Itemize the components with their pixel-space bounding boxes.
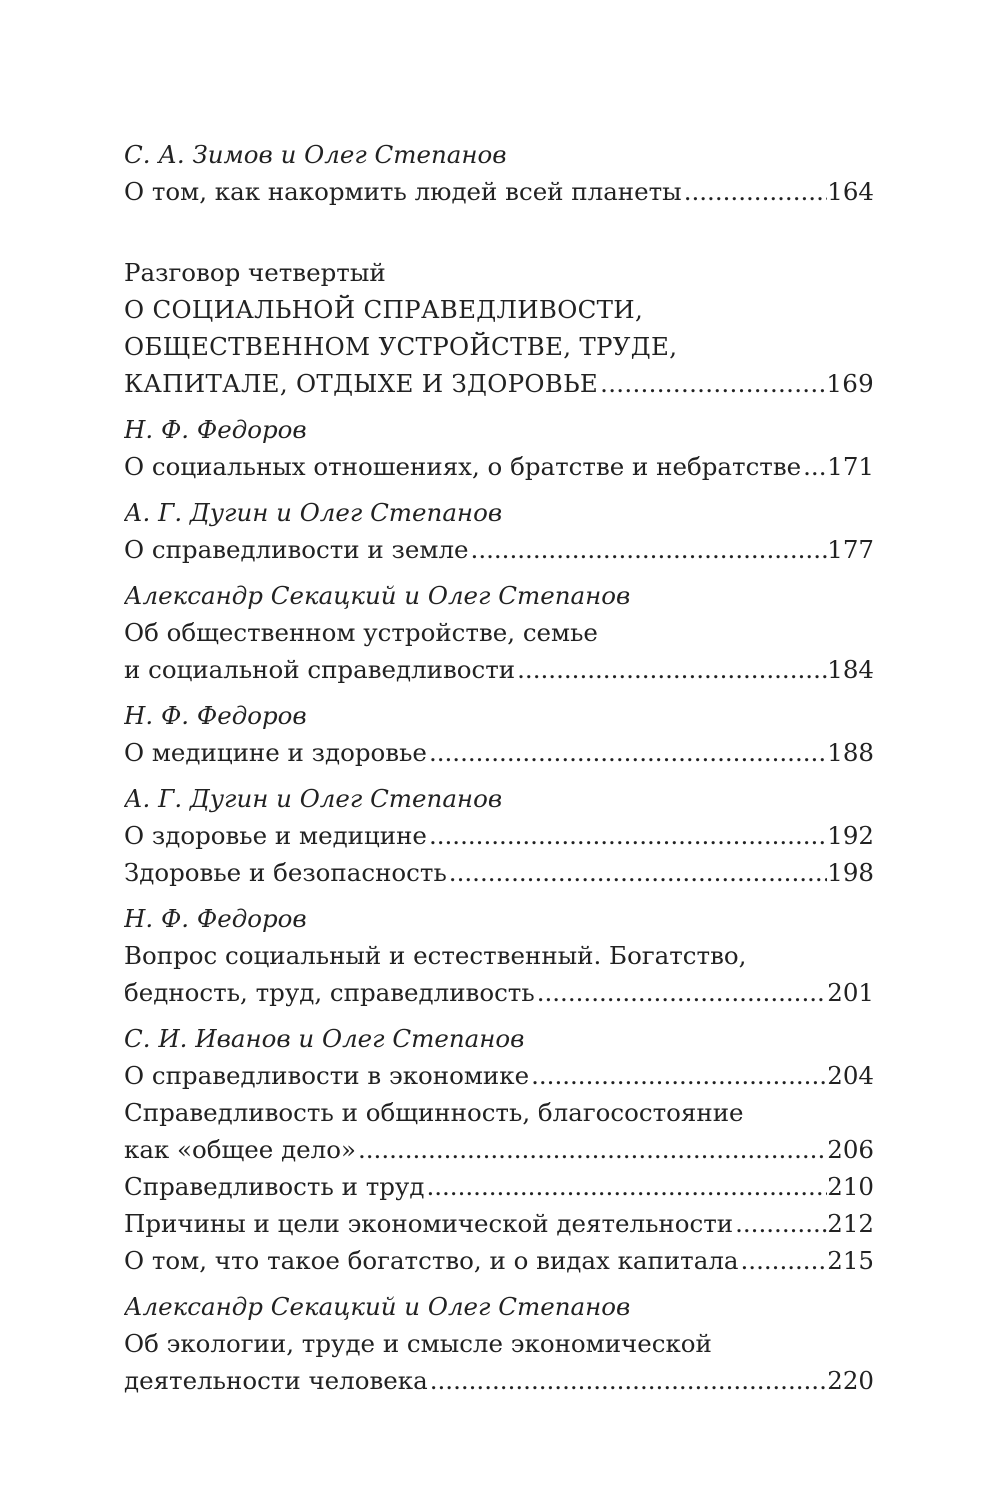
dot-leader bbox=[427, 817, 827, 854]
dot-leader bbox=[469, 531, 828, 568]
toc-entry[interactable] bbox=[124, 1205, 874, 1242]
dot-leader bbox=[447, 854, 827, 891]
page-number: 177 bbox=[827, 535, 874, 564]
page-number: 164 bbox=[827, 177, 874, 206]
toc-entry-title: и социальной справедливости bbox=[124, 655, 516, 684]
toc-entry-line: Справедливость и общинность, благосостояние bbox=[124, 1098, 744, 1127]
toc-entry-line: ОБЩЕСТВЕННОМ УСТРОЙСТВЕ, ТРУДЕ, bbox=[124, 332, 678, 361]
dot-leader bbox=[598, 365, 826, 402]
toc-group bbox=[124, 136, 874, 210]
toc-author: С. А. Зимов и Олег Степанов bbox=[124, 140, 507, 169]
dot-leader bbox=[739, 1242, 828, 1279]
toc-author: Н. Ф. Федоров bbox=[124, 415, 307, 444]
page-number: 206 bbox=[827, 1135, 874, 1164]
toc-entry-line: Вопрос социальный и естественный. Богатство, bbox=[124, 941, 747, 970]
toc-entry[interactable] bbox=[124, 1168, 874, 1205]
toc-author: Н. Ф. Федоров bbox=[124, 904, 307, 933]
page-number: 210 bbox=[827, 1172, 874, 1201]
page-number: 204 bbox=[827, 1061, 874, 1090]
toc-entry-title: О справедливости и земле bbox=[124, 535, 469, 564]
toc-entry[interactable] bbox=[124, 531, 874, 568]
toc-entry-title: как «общее дело» bbox=[124, 1135, 356, 1164]
page-number: 220 bbox=[827, 1366, 874, 1395]
page-number: 184 bbox=[827, 655, 874, 684]
page-number: 171 bbox=[827, 452, 874, 481]
toc-group bbox=[124, 697, 874, 771]
toc-entry-title: Здоровье и безопасность bbox=[124, 858, 447, 887]
toc-entry-line: Об экологии, труде и смысле экономической bbox=[124, 1329, 712, 1358]
toc-entry-title: О том, что такое богатство, и о видах капитала bbox=[124, 1246, 739, 1275]
toc-group bbox=[124, 1020, 874, 1279]
toc-author: Александр Секацкий и Олег Степанов bbox=[124, 1292, 631, 1321]
dot-leader bbox=[515, 651, 827, 688]
toc-author: Александр Секацкий и Олег Степанов bbox=[124, 581, 631, 610]
toc-entry[interactable] bbox=[124, 817, 874, 854]
toc-author: А. Г. Дугин и Олег Степанов bbox=[124, 784, 503, 813]
page-number: 188 bbox=[827, 738, 874, 767]
toc-entry-line: О СОЦИАЛЬНОЙ СПРАВЕДЛИВОСТИ, bbox=[124, 295, 644, 324]
toc-entry-title: О социальных отношениях, о братстве и небратстве bbox=[124, 452, 802, 481]
page-number: 201 bbox=[827, 978, 874, 1007]
toc-group bbox=[124, 494, 874, 568]
toc-entry[interactable] bbox=[124, 448, 874, 485]
toc-entry-title: О том, как накормить людей всей планеты bbox=[124, 177, 682, 206]
table-of-contents bbox=[124, 136, 874, 1408]
toc-entry[interactable] bbox=[124, 173, 874, 210]
toc-entry-title: О справедливости в экономике bbox=[124, 1061, 530, 1090]
toc-entry-title: бедность, труд, справедливость bbox=[124, 978, 535, 1007]
toc-entry[interactable] bbox=[124, 1362, 874, 1399]
dot-leader bbox=[428, 1362, 828, 1399]
toc-section-label: Разговор четвертый bbox=[124, 258, 386, 287]
toc-group bbox=[124, 900, 874, 1011]
toc-entry[interactable] bbox=[124, 651, 874, 688]
toc-author: С. И. Иванов и Олег Степанов bbox=[124, 1024, 525, 1053]
page-number: 192 bbox=[827, 821, 874, 850]
toc-entry-title: Причины и цели экономической деятельности bbox=[124, 1209, 734, 1238]
dot-leader bbox=[356, 1131, 827, 1168]
toc-entry[interactable] bbox=[124, 365, 874, 402]
toc-entry[interactable] bbox=[124, 974, 874, 1011]
toc-group bbox=[124, 780, 874, 891]
toc-entry-line: Об общественном устройстве, семье bbox=[124, 618, 598, 647]
page-number: 212 bbox=[827, 1209, 874, 1238]
toc-entry[interactable] bbox=[124, 1242, 874, 1279]
dot-leader bbox=[801, 448, 827, 485]
toc-entry-title: О здоровье и медицине bbox=[124, 821, 427, 850]
toc-group bbox=[124, 411, 874, 485]
toc-group bbox=[124, 577, 874, 688]
dot-leader bbox=[427, 734, 827, 771]
page-number: 215 bbox=[827, 1246, 874, 1275]
toc-group bbox=[124, 1288, 874, 1399]
toc-group bbox=[124, 254, 874, 402]
toc-entry[interactable] bbox=[124, 1057, 874, 1094]
dot-leader bbox=[733, 1205, 827, 1242]
toc-entry-title: КАПИТАЛЕ, ОТДЫХЕ И ЗДОРОВЬЕ bbox=[124, 369, 599, 398]
toc-author: А. Г. Дугин и Олег Степанов bbox=[124, 498, 503, 527]
dot-leader bbox=[682, 173, 828, 210]
toc-entry-title: Справедливость и труд bbox=[124, 1172, 425, 1201]
toc-author: Н. Ф. Федоров bbox=[124, 701, 307, 730]
page-number: 169 bbox=[826, 369, 874, 398]
toc-entry[interactable] bbox=[124, 734, 874, 771]
toc-entry-title: деятельности человека bbox=[124, 1366, 428, 1395]
toc-entry[interactable] bbox=[124, 854, 874, 891]
toc-entry[interactable] bbox=[124, 1131, 874, 1168]
page-number: 198 bbox=[827, 858, 874, 887]
dot-leader bbox=[529, 1057, 827, 1094]
dot-leader bbox=[535, 974, 828, 1011]
dot-leader bbox=[424, 1168, 827, 1205]
toc-entry-title: О медицине и здоровье bbox=[124, 738, 427, 767]
